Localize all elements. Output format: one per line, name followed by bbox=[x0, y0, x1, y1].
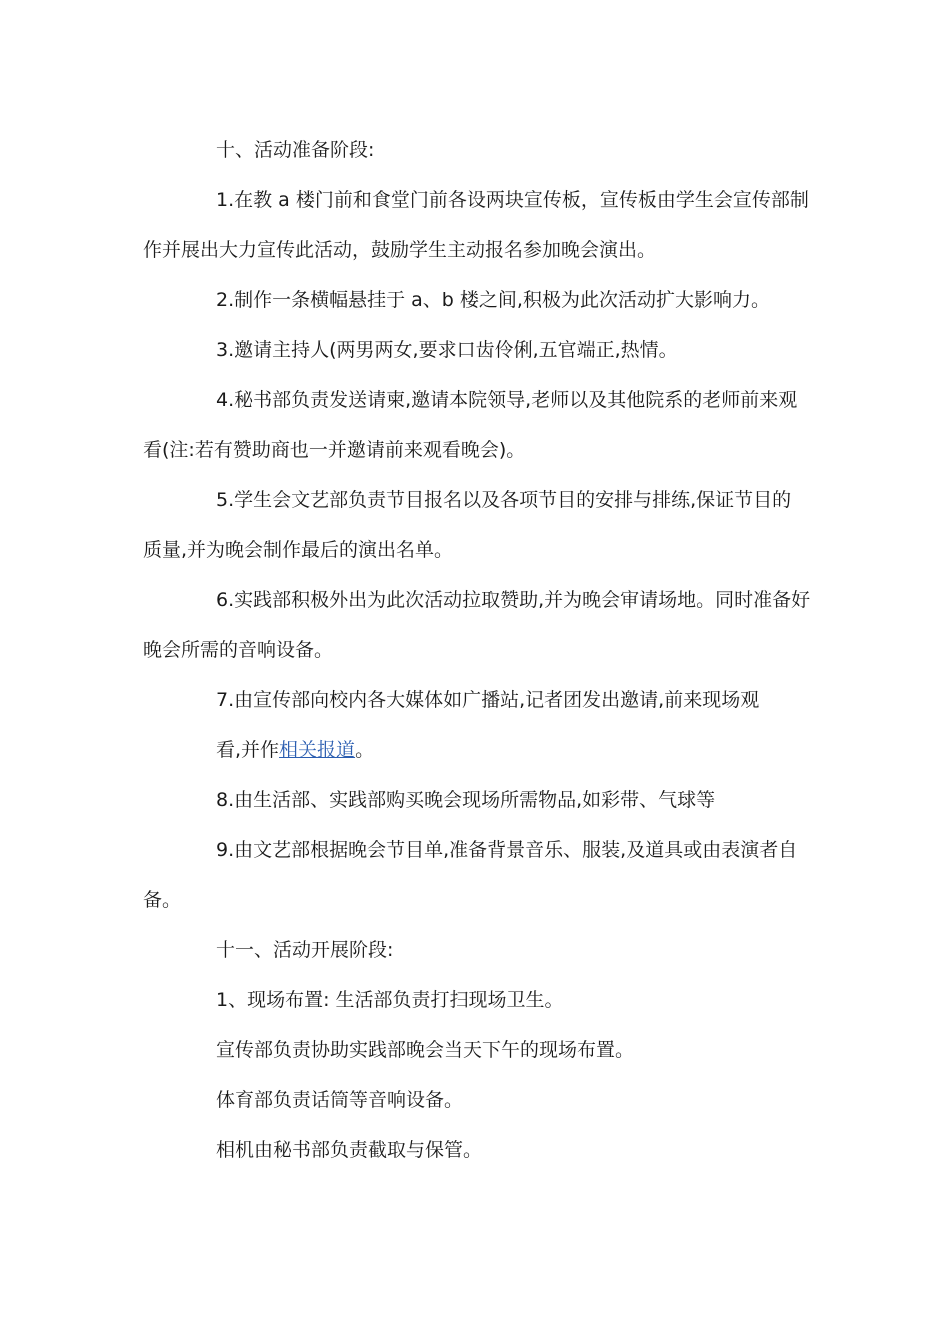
paragraph-item-6-line-1: 6.实践部积极外出为此次活动拉取赞助,并为晚会审请场地。同时准备好 bbox=[216, 589, 811, 611]
paragraph-item-2: 2.制作一条横幅悬挂于 a、b 楼之间,积极为此次活动扩大影响力。 bbox=[216, 289, 770, 311]
paragraph-item-6-line-2: 晚会所需的音响设备。 bbox=[143, 639, 334, 661]
paragraph-item-5-line-1: 5.学生会文艺部负责节目报名以及各项节目的安排与排练,保证节目的 bbox=[216, 489, 792, 511]
paragraph-item-5-line-2: 质量,并为晚会制作最后的演出名单。 bbox=[143, 539, 454, 561]
paragraph-item-4-line-1: 4.秘书部负责发送请柬,邀请本院领导,老师以及其他院系的老师前来观 bbox=[216, 389, 798, 411]
section-heading-preparation: 十、活动准备阶段: bbox=[216, 139, 375, 161]
paragraph-item-7-line-1: 7.由宣传部向校内各大媒体如广播站,记者团发出邀请,前来现场观 bbox=[216, 689, 760, 711]
paragraph-item-7-line-2 bbox=[216, 737, 374, 763]
paragraph-step-1-detail-2: 体育部负责话筒等音响设备。 bbox=[216, 1089, 464, 1111]
paragraph-item-1-line-1: 1.在教 a 楼门前和食堂门前各设两块宣传板，宣传板由学生会宣传部制 bbox=[216, 189, 809, 211]
section-heading-execution: 十一、活动开展阶段: bbox=[216, 939, 394, 961]
paragraph-step-1-detail-1: 宣传部负责协助实践部晚会当天下午的现场布置。 bbox=[216, 1039, 635, 1061]
paragraph-item-3: 3.邀请主持人(两男两女,要求口齿伶俐,五官端正,热情。 bbox=[216, 339, 678, 361]
paragraph-item-7-prefix: 看,并作 bbox=[216, 739, 280, 761]
paragraph-item-9-line-2: 备。 bbox=[143, 889, 182, 911]
paragraph-item-8: 8.由生活部、实践部购买晚会现场所需物品,如彩带、气球等 bbox=[216, 789, 716, 811]
paragraph-item-1-line-2: 作并展出大力宣传此活动，鼓励学生主动报名参加晚会演出。 bbox=[143, 239, 657, 261]
paragraph-step-1-detail-3: 相机由秘书部负责截取与保管。 bbox=[216, 1139, 483, 1161]
paragraph-step-1: 1、现场布置: 生活部负责打扫现场卫生。 bbox=[216, 989, 564, 1011]
related-report-link[interactable]: 相关报道 bbox=[279, 739, 356, 761]
paragraph-item-7-suffix: 。 bbox=[355, 739, 375, 761]
paragraph-item-4-line-2: 看(注:若有赞助商也一并邀请前来观看晚会)。 bbox=[143, 439, 526, 461]
paragraph-item-9-line-1: 9.由文艺部根据晚会节目单,准备背景音乐、服装,及道具或由表演者自 bbox=[216, 839, 798, 861]
